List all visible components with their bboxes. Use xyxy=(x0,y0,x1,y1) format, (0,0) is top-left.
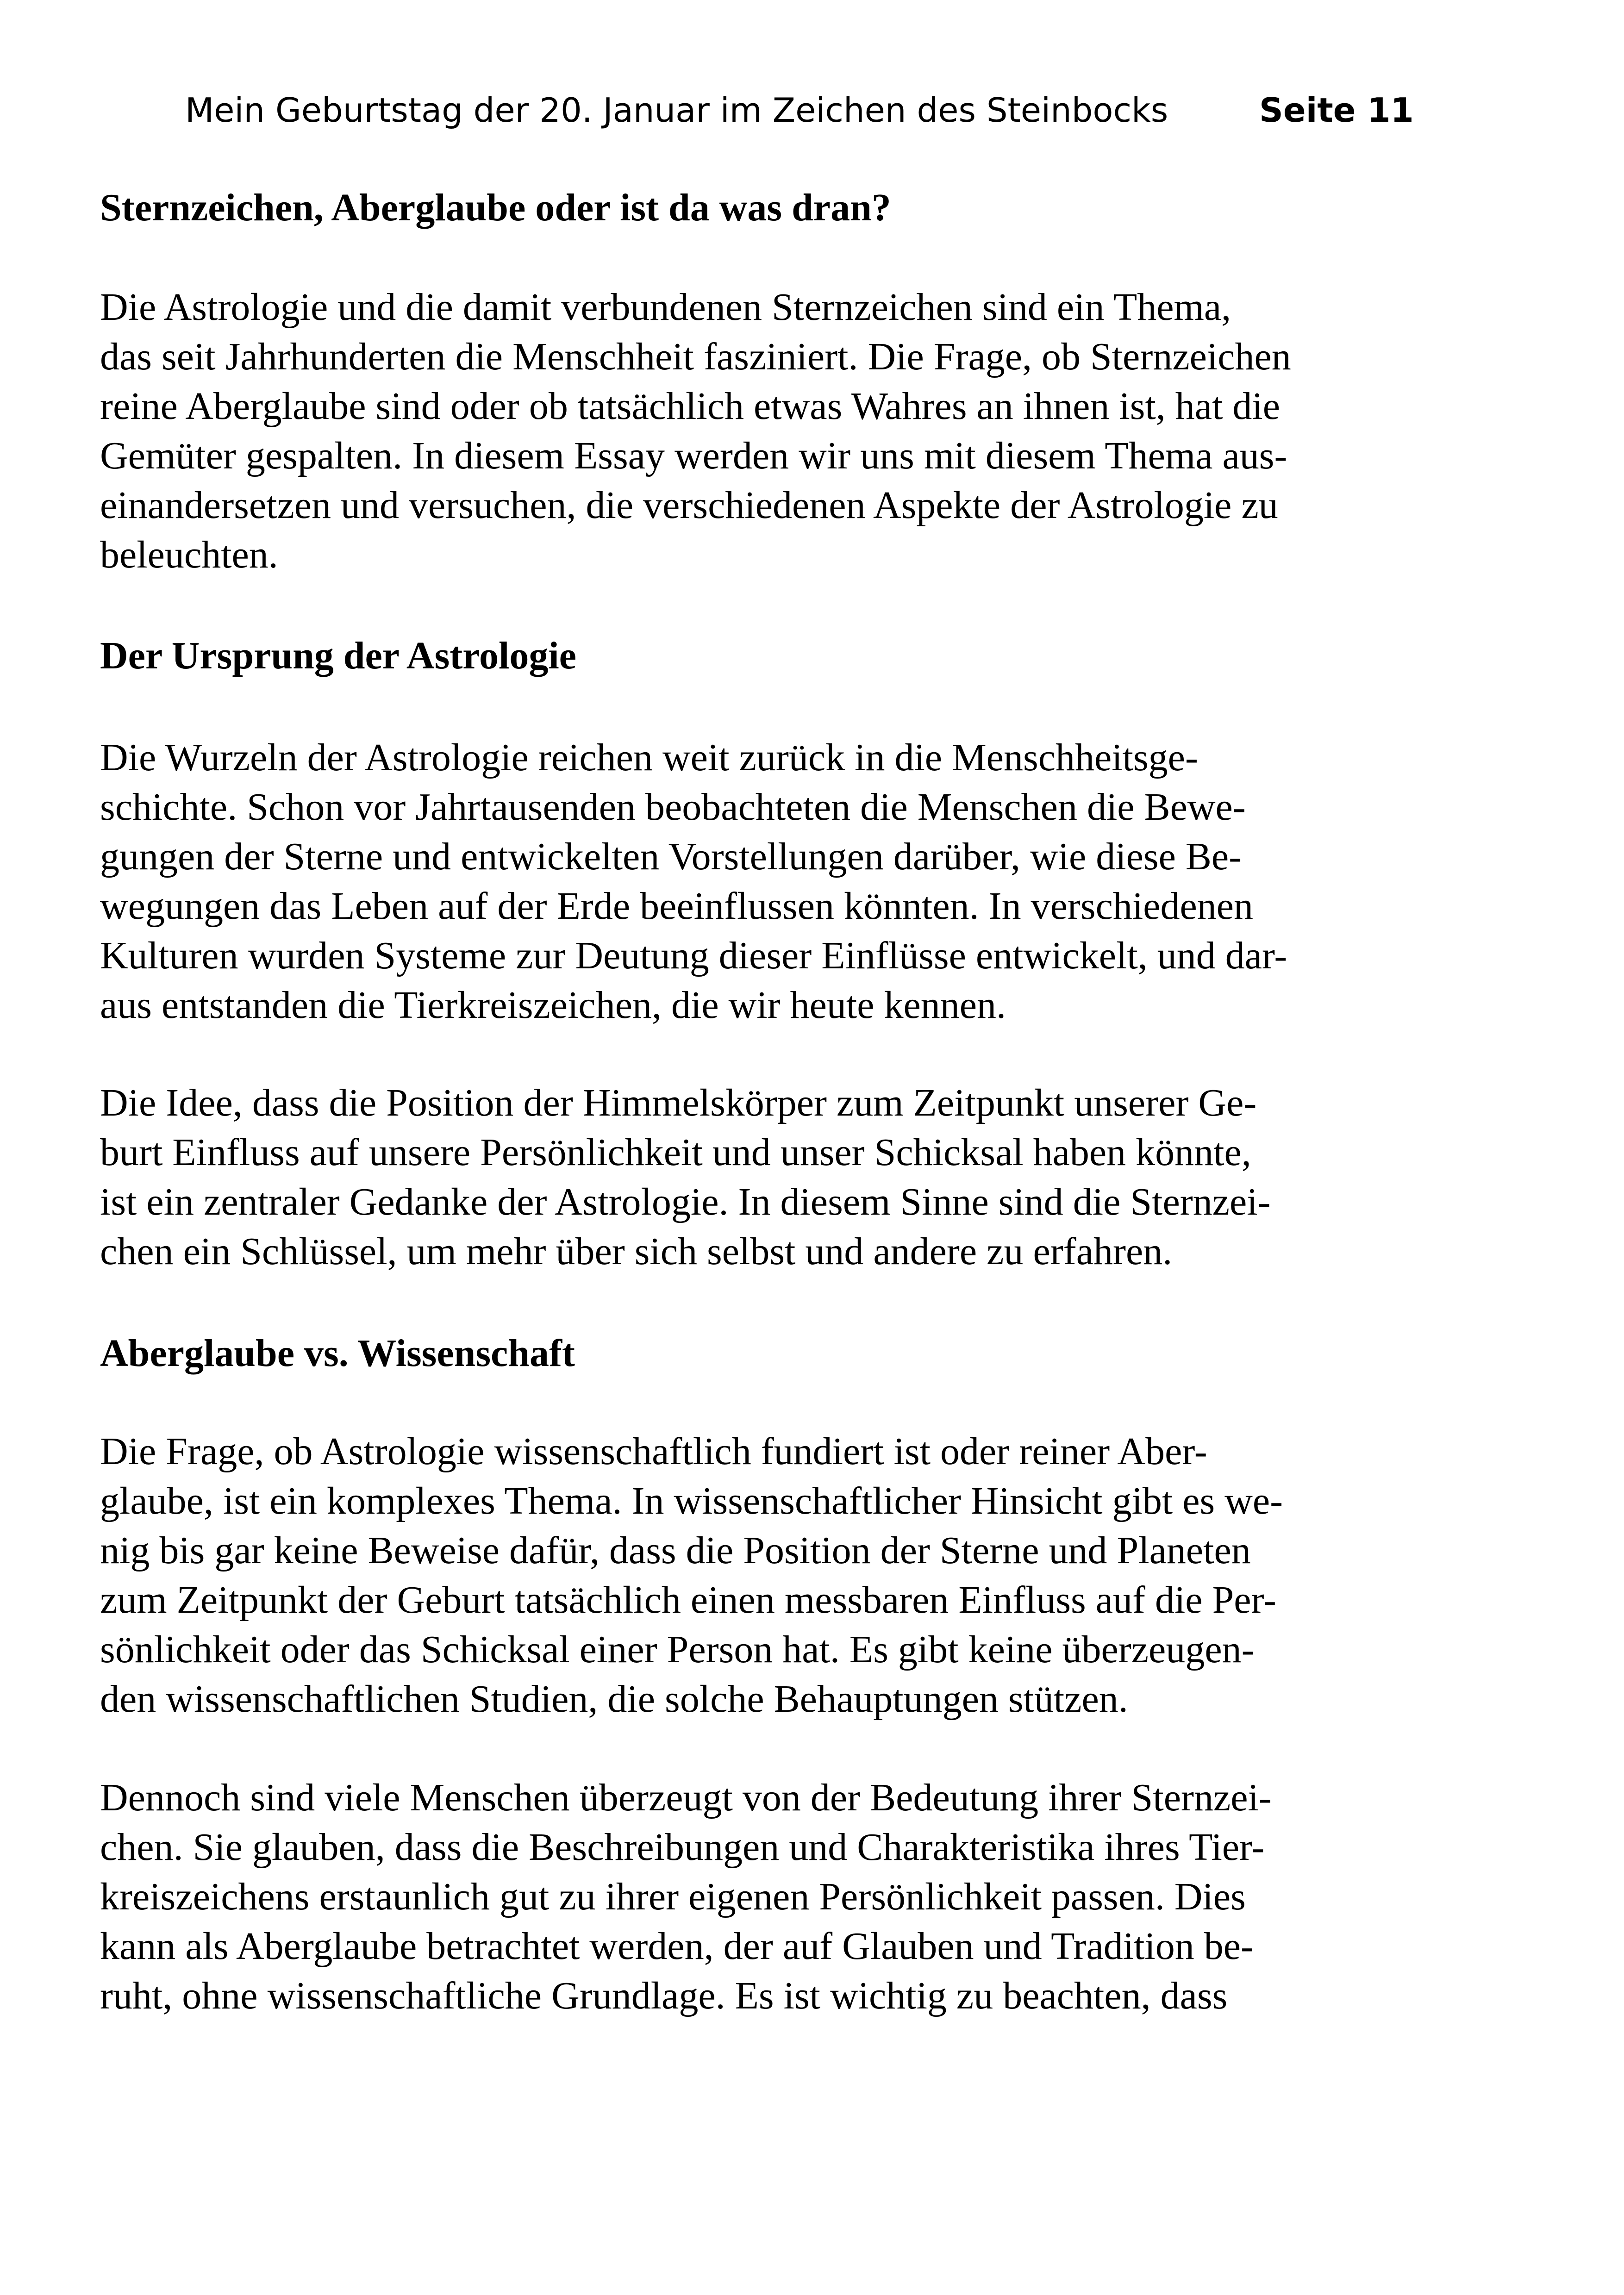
running-header-title: Mein Geburtstag der 20. Januar im Zeichen des Steinbocks xyxy=(185,91,1168,130)
text-line: ruht, ohne wissenschaftliche Grundlage. Es ist wichtig zu beachten, dass xyxy=(100,1974,1228,2017)
text-line: den wissenschaftlichen Studien, die solche Behauptungen stützen. xyxy=(100,1678,1128,1721)
section-heading: Sternzeichen, Aberglaube oder ist da was dran? xyxy=(100,186,891,229)
text-line: kann als Aberglaube betrachtet werden, der auf Glauben und Tradition be- xyxy=(100,1925,1254,1968)
text-line: einandersetzen und versuchen, die verschiedenen Aspekte der Astrologie zu xyxy=(100,484,1278,527)
page-number: Seite 11 xyxy=(1259,91,1414,130)
text-line: gungen der Sterne und entwickelten Vorstellungen darüber, wie diese Be- xyxy=(100,835,1242,878)
paragraph xyxy=(100,1078,1415,1276)
text-line: Kulturen wurden Systeme zur Deutung dieser Einflüsse entwickelt, und dar- xyxy=(100,934,1287,977)
text-line: wegungen das Leben auf der Erde beeinflussen könnten. In verschiedenen xyxy=(100,885,1254,928)
text-line: ist ein zentraler Gedanke der Astrologie. In diesem Sinne sind die Sternzei- xyxy=(100,1180,1271,1223)
text-line: sönlichkeit oder das Schicksal einer Person hat. Es gibt keine überzeugen- xyxy=(100,1628,1255,1671)
text-line: aus entstanden die Tierkreiszeichen, die wir heute kennen. xyxy=(100,984,1006,1027)
text-line: zum Zeitpunkt der Geburt tatsächlich einen messbaren Einfluss auf die Per- xyxy=(100,1578,1276,1621)
paragraph xyxy=(100,282,1415,580)
text-line: glaube, ist ein komplexes Thema. In wissenschaftlicher Hinsicht gibt es we- xyxy=(100,1479,1283,1522)
text-line: Die Astrologie und die damit verbundenen Sternzeichen sind ein Thema, xyxy=(100,286,1231,329)
text-line: burt Einfluss auf unsere Persönlichkeit und unser Schicksal haben könnte, xyxy=(100,1131,1251,1174)
text-line: chen. Sie glauben, dass die Beschreibungen und Charakteristika ihres Tier- xyxy=(100,1826,1265,1869)
text-line: beleuchten. xyxy=(100,533,278,576)
text-line: Die Frage, ob Astrologie wissenschaftlich fundiert ist oder reiner Aber- xyxy=(100,1430,1207,1473)
text-line: reine Aberglaube sind oder ob tatsächlich etwas Wahres an ihnen ist, hat die xyxy=(100,385,1280,428)
text-line: chen ein Schlüssel, um mehr über sich selbst und andere zu erfahren. xyxy=(100,1230,1173,1273)
section-heading: Der Ursprung der Astrologie xyxy=(100,634,576,677)
text-line: kreiszeichens erstaunlich gut zu ihrer eigenen Persönlichkeit passen. Dies xyxy=(100,1875,1246,1918)
text-line: Die Idee, dass die Position der Himmelskörper zum Zeitpunkt unserer Ge- xyxy=(100,1081,1257,1124)
text-line: schichte. Schon vor Jahrtausenden beobachteten die Menschen die Bewe- xyxy=(100,786,1246,829)
text-line: Dennoch sind viele Menschen überzeugt von der Bedeutung ihrer Sternzei- xyxy=(100,1776,1272,1819)
text-line: das seit Jahrhunderten die Menschheit fasziniert. Die Frage, ob Sternzeichen xyxy=(100,335,1291,378)
section-heading: Aberglaube vs. Wissenschaft xyxy=(100,1332,575,1375)
paragraph xyxy=(100,733,1415,1030)
text-line: Gemüter gespalten. In diesem Essay werden wir uns mit diesem Thema aus- xyxy=(100,434,1287,477)
paragraph xyxy=(100,1773,1415,2021)
paragraph xyxy=(100,1427,1415,1724)
text-line: nig bis gar keine Beweise dafür, dass die Position der Sterne und Planeten xyxy=(100,1529,1251,1572)
text-line: Die Wurzeln der Astrologie reichen weit zurück in die Menschheitsge- xyxy=(100,736,1198,779)
